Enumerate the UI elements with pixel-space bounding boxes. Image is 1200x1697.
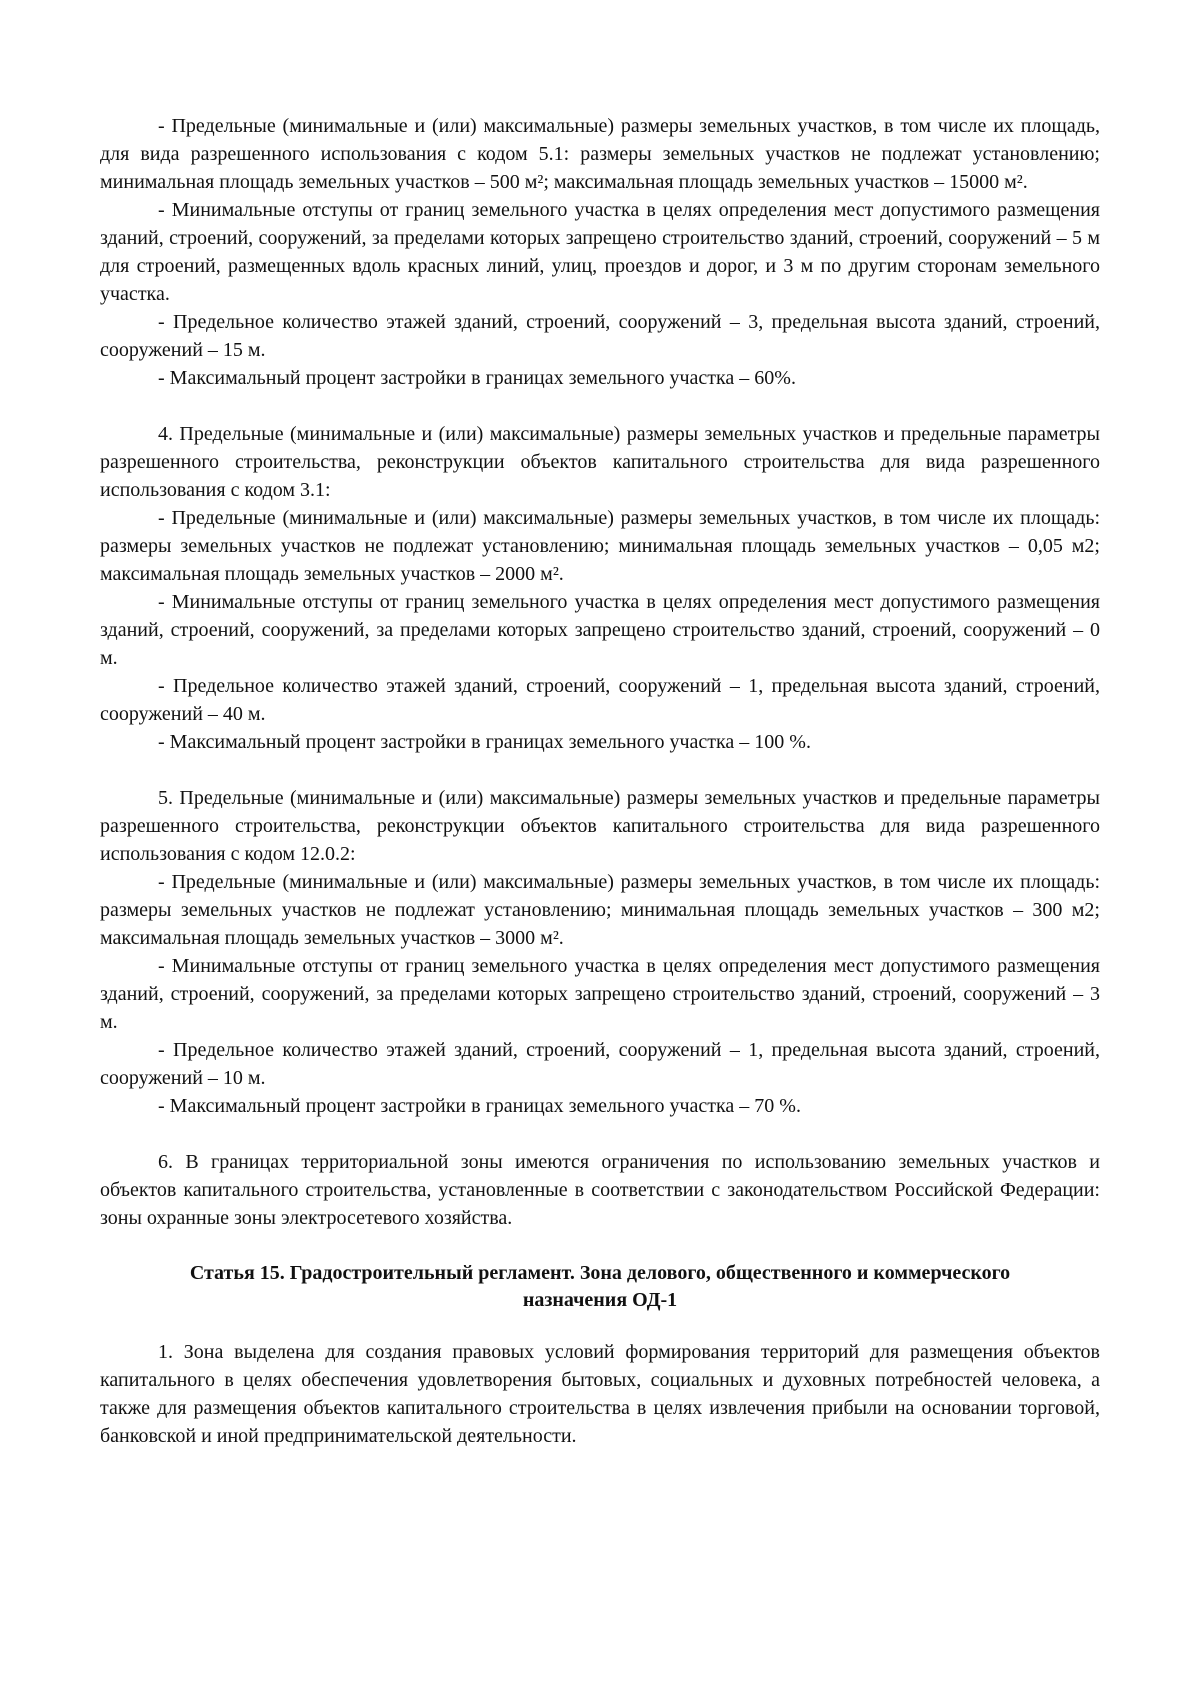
document-page xyxy=(100,112,1100,1450)
spacer xyxy=(100,392,1100,420)
article-heading-line-1: Статья 15. Градостроительный регламент. Зона делового, общественного и коммерческого xyxy=(189,1262,1011,1284)
article-heading-line-2: назначения ОД-1 xyxy=(522,1289,678,1311)
paragraph: - Минимальные отступы от границ земельного участка в целях определения мест допустимого размещения зданий, строений, сооружений, за пределами которых запрещено строительство зданий, строений, сооружений – 5 м для строений, размещенных вдоль красных линий, улиц, проездов и дорог, и 3 м по другим сторонам земельного участка. xyxy=(100,199,1100,305)
paragraph: - Предельное количество этажей зданий, строений, сооружений – 1, предельная высота зданий, строений, сооружений – 40 м. xyxy=(100,675,1100,725)
section-4-intro: 4. Предельные (минимальные и (или) максимальные) размеры земельных участков и предельные параметры разрешенного строительства, реконструкции объектов капитального строительства для вида разрешенного использования с кодом 3.1: xyxy=(100,423,1100,501)
spacer xyxy=(100,756,1100,784)
article-heading xyxy=(100,1260,1100,1314)
paragraph: - Предельное количество этажей зданий, строений, сооружений – 3, предельная высота зданий, строений, сооружений – 15 м. xyxy=(100,311,1100,361)
paragraph: - Минимальные отступы от границ земельного участка в целях определения мест допустимого размещения зданий, строений, сооружений, за пределами которых запрещено строительство зданий, строений, сооружений – 3 м. xyxy=(100,955,1100,1033)
section-5-intro: 5. Предельные (минимальные и (или) максимальные) размеры земельных участков и предельные параметры разрешенного строительства, реконструкции объектов капитального строительства для вида разрешенного использования с кодом 12.0.2: xyxy=(100,787,1100,865)
spacer xyxy=(100,1314,1100,1338)
spacer xyxy=(100,1120,1100,1148)
paragraph: - Максимальный процент застройки в границах земельного участка – 60%. xyxy=(158,367,796,389)
spacer xyxy=(100,1232,1100,1260)
paragraph: - Максимальный процент застройки в границах земельного участка – 100 %. xyxy=(158,731,811,753)
paragraph: - Предельные (минимальные и (или) максимальные) размеры земельных участков, в том числе их площадь: размеры земельных участков не подлежат установлению; минимальная площадь земельных участков – 300 м2; максимальная площадь земельных участков – 3000 м². xyxy=(100,871,1100,949)
paragraph: - Предельные (минимальные и (или) максимальные) размеры земельных участков, в том числе их площадь, для вида разрешенного использования с кодом 5.1: размеры земельных участков не подлежат установлению; минимальная площадь земельных участков – 500 м²; максимальная площадь земельных участков – 15000 м². xyxy=(100,115,1100,193)
paragraph: - Предельные (минимальные и (или) максимальные) размеры земельных участков, в том числе их площадь: размеры земельных участков не подлежат установлению; минимальная площадь земельных участков – 0,05 м2; максимальная площадь земельных участков – 2000 м². xyxy=(100,507,1100,585)
section-6-text: 6. В границах территориальной зоны имеются ограничения по использованию земельных участков и объектов капитального строительства, установленные в соответствии с законодательством Российской Федерации: зоны охранные зоны электросетевого хозяйства. xyxy=(100,1151,1100,1229)
article-paragraph: 1. Зона выделена для создания правовых условий формирования территорий для размещения объектов капитального в целях обеспечения удовлетворения бытовых, социальных и духовных потребностей человека, а также для размещения объектов капитального строительства в целях извлечения прибыли на основании торговой, банковской и иной предпринимательской деятельности. xyxy=(100,1341,1100,1447)
paragraph: - Максимальный процент застройки в границах земельного участка – 70 %. xyxy=(158,1095,801,1117)
paragraph: - Предельное количество этажей зданий, строений, сооружений – 1, предельная высота зданий, строений, сооружений – 10 м. xyxy=(100,1039,1100,1089)
paragraph: - Минимальные отступы от границ земельного участка в целях определения мест допустимого размещения зданий, строений, сооружений, за пределами которых запрещено строительство зданий, строений, сооружений – 0 м. xyxy=(100,591,1100,669)
